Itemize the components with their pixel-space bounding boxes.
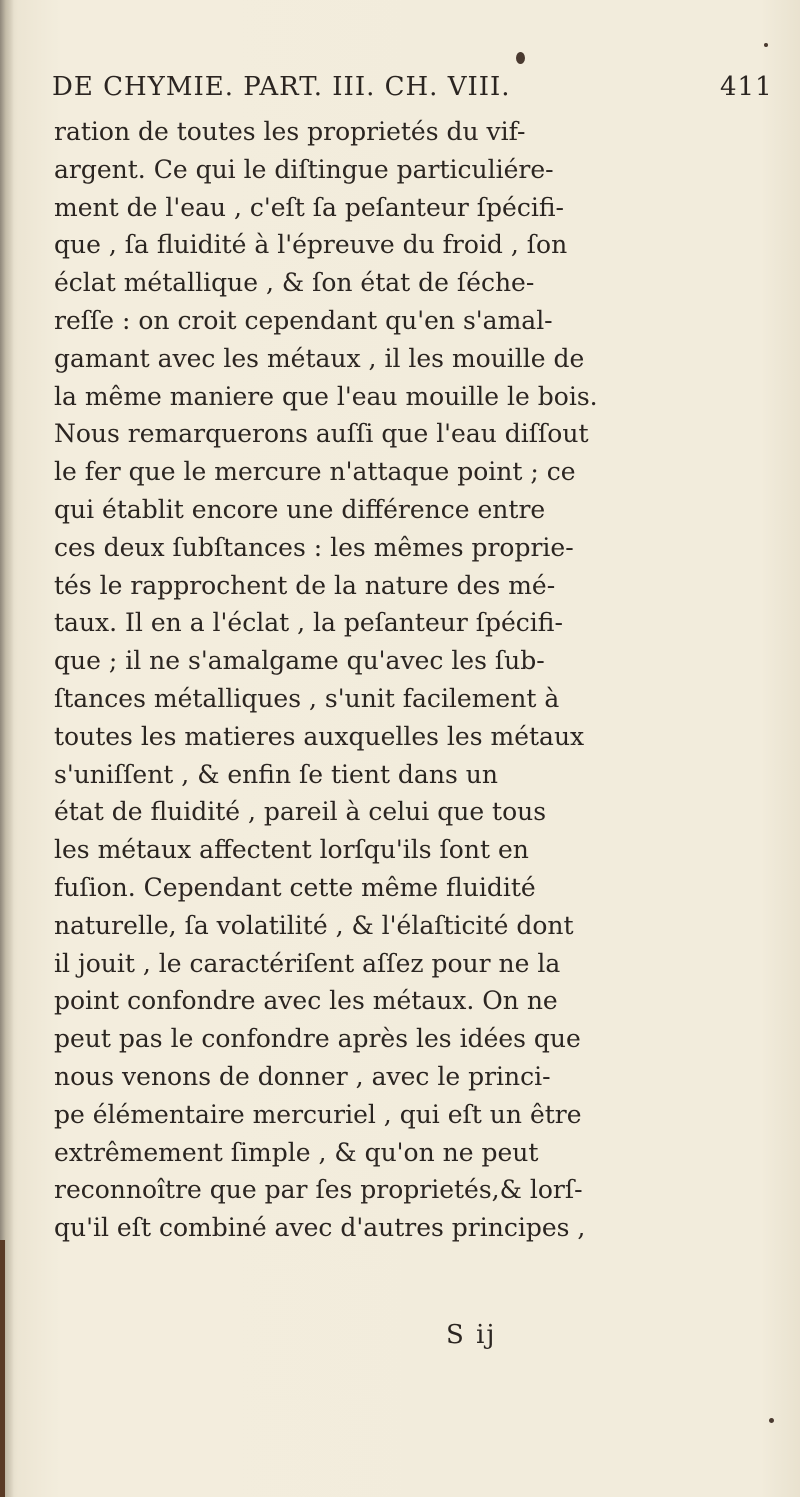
text-line: état de fluidité , pareil à celui que tous xyxy=(54,797,547,827)
body-text xyxy=(54,113,789,1247)
text-line: Nous remarquerons auſſi que l'eau diſſout xyxy=(54,419,589,449)
text-line: il jouit , le caractériſent aſſez pour ne la xyxy=(54,948,561,978)
text-line: tés le rapprochent de la nature des mé- xyxy=(54,570,556,600)
ink-speck xyxy=(764,43,768,47)
text-line: le fer que le mercure n'attaque point ; ce xyxy=(54,457,576,487)
text-line: reſſe : on croit cependant qu'en s'amal- xyxy=(54,305,553,335)
text-line: que ; il ne s'amalgame qu'avec les ſub- xyxy=(54,646,545,676)
text-line: ration de toutes les proprietés du vif- xyxy=(54,117,526,146)
ink-speck xyxy=(516,52,525,64)
text-line: peut pas le confondre après les idées que xyxy=(54,1024,581,1054)
text-line: nous venons de donner , avec le princi- xyxy=(54,1061,551,1091)
text-line: naturelle, ſa volatilité , & l'élaſticité dont xyxy=(54,910,574,940)
text-line: toutes les matieres auxquelles les métaux xyxy=(54,721,585,751)
text-line: éclat métallique , & ſon état de ſéche- xyxy=(54,268,535,298)
text-line: qui établit encore une différence entre xyxy=(54,494,546,524)
text-line: gamant avec les métaux , il les mouille de xyxy=(54,343,585,373)
ink-speck xyxy=(769,1418,774,1423)
text-line: point confondre avec les métaux. On ne xyxy=(54,986,558,1016)
text-line: s'uniſſent , & enfin ſe tient dans un xyxy=(54,759,498,789)
signature-mark: S ij xyxy=(446,1320,497,1350)
text-line: pe élémentaire mercuriel , qui eſt un être xyxy=(54,1099,582,1129)
text-line: fuſion. Cependant cette même fluidité xyxy=(54,872,536,902)
text-line: la même maniere que l'eau mouille le bois. xyxy=(54,381,598,411)
text-line: qu'il eſt combiné avec d'autres principes , xyxy=(54,1213,586,1243)
text-line: ment de l'eau , c'eſt ſa peſanteur ſpécifi- xyxy=(54,192,564,222)
running-head xyxy=(52,72,792,102)
text-line: extrêmement ſimple , & qu'on ne peut xyxy=(54,1137,539,1167)
text-line: ces deux ſubſtances : les mêmes proprie- xyxy=(54,532,574,562)
page-number: 411 xyxy=(720,72,773,102)
text-line: reconnoître que par ſes proprietés,& lorſ- xyxy=(54,1175,583,1205)
text-line: que , ſa fluidité à l'épreuve du froid , ſon xyxy=(54,230,568,260)
text-line: ſtances métalliques , s'unit facilement à xyxy=(54,683,560,713)
text-line: les métaux affectent lorſqu'ils ſont en xyxy=(54,835,529,865)
running-head-title: DE CHYMIE. PART. III. CH. VIII. xyxy=(52,72,511,102)
text-line: taux. Il en a l'éclat , la peſanteur ſpécifi- xyxy=(54,608,563,638)
text-line: argent. Ce qui le diſtingue particuliére- xyxy=(54,154,554,184)
binding-edge xyxy=(0,1240,5,1497)
